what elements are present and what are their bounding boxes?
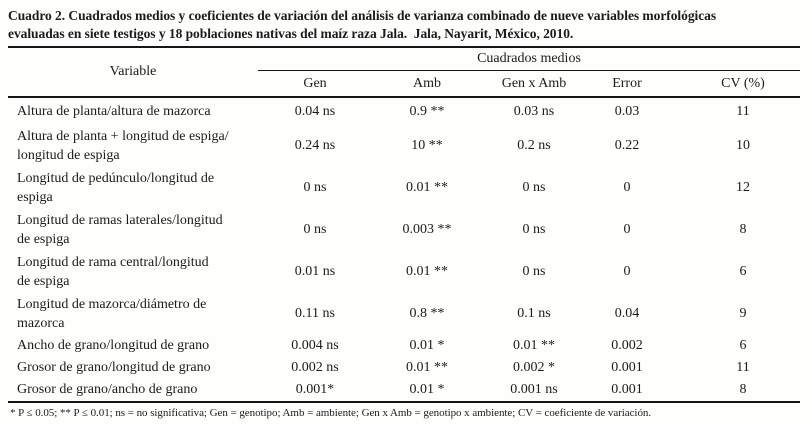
table-header bbox=[8, 48, 800, 98]
table-row bbox=[8, 251, 800, 293]
data-table bbox=[8, 46, 800, 403]
cell-gen: 0.001* bbox=[295, 382, 335, 397]
cell-gen: 0.04 ns bbox=[294, 103, 336, 119]
cell-error: 0 bbox=[623, 222, 631, 237]
cell-gen: 0.24 ns bbox=[294, 138, 336, 153]
header-error: Error bbox=[612, 75, 642, 91]
table-body bbox=[8, 98, 800, 401]
cell-gen: 0.11 ns bbox=[295, 306, 335, 321]
table-row bbox=[8, 357, 800, 379]
cell-cv: 12 bbox=[736, 180, 750, 195]
cell-gen: 0.004 ns bbox=[291, 338, 339, 353]
cell-gen-x-amb: 0.2 ns bbox=[517, 138, 551, 153]
cell-error: 0 bbox=[623, 180, 631, 195]
header-gen: Gen bbox=[303, 75, 327, 91]
cell-amb: 0.01 ** bbox=[406, 264, 448, 279]
cell-gen-x-amb: 0 ns bbox=[522, 222, 546, 237]
cell-error: 0.002 bbox=[611, 338, 643, 353]
cell-gen: 0 ns bbox=[303, 180, 327, 195]
table-footnote: * P ≤ 0.05; ** P ≤ 0.01; ns = no significativa; Gen = genotipo; Amb = ambiente; Gen x Amb = genotipo x ambiente; CV = coeficiente de variación. bbox=[10, 407, 652, 419]
cell-cv: 9 bbox=[739, 306, 747, 321]
cell-error: 0 bbox=[623, 264, 631, 279]
cell-cv: 10 bbox=[736, 138, 750, 153]
cell-cv: 6 bbox=[739, 264, 747, 279]
cell-gen-x-amb: 0 ns bbox=[522, 264, 546, 279]
cell-amb: 0.9 ** bbox=[409, 103, 445, 119]
cell-error: 0.03 bbox=[614, 103, 640, 119]
cell-amb: 0.01 ** bbox=[406, 360, 448, 375]
cell-cv: 6 bbox=[739, 338, 747, 353]
table-row bbox=[8, 209, 800, 251]
cell-error: 0.22 bbox=[614, 138, 640, 153]
table-row bbox=[8, 125, 800, 167]
row-variable: Longitud de rama central/longitud de espiga bbox=[17, 254, 209, 289]
row-variable: Grosor de grano/ancho de grano bbox=[17, 382, 198, 397]
cell-amb: 0.003 ** bbox=[402, 222, 452, 237]
row-variable: Altura de planta/altura de mazorca bbox=[17, 103, 211, 119]
cell-gen-x-amb: 0.01 ** bbox=[513, 338, 555, 353]
header-amb: Amb bbox=[413, 75, 441, 91]
cell-cv: 8 bbox=[739, 382, 747, 397]
cell-amb: 0.01 ** bbox=[406, 180, 448, 195]
header-group-cuadrados-medios bbox=[258, 48, 800, 96]
table-row bbox=[8, 98, 800, 125]
table-row bbox=[8, 167, 800, 209]
cell-error: 0.001 bbox=[611, 360, 643, 375]
row-variable: Grosor de grano/longitud de grano bbox=[17, 360, 211, 375]
cell-gen-x-amb: 0 ns bbox=[522, 180, 546, 195]
cell-error: 0.001 bbox=[611, 382, 643, 397]
row-variable: Longitud de pedúnculo/longitud de espiga bbox=[17, 170, 215, 205]
cell-amb: 10 ** bbox=[411, 138, 443, 153]
table-row bbox=[8, 379, 800, 401]
table-caption bbox=[8, 7, 800, 42]
header-gen-x-amb: Gen x Amb bbox=[501, 75, 567, 91]
cell-gen-x-amb: 0.1 ns bbox=[517, 306, 551, 321]
row-variable: Longitud de ramas laterales/longitud de espiga bbox=[17, 212, 223, 247]
cell-amb: 0.01 * bbox=[409, 382, 445, 397]
caption-line-1: Cuadro 2. Cuadrados medios y coeficientes de variación del análisis de varianza combinado de nueve variables morfológicas bbox=[8, 8, 717, 23]
cell-amb: 0.8 ** bbox=[409, 306, 445, 321]
cell-cv: 11 bbox=[736, 360, 750, 375]
table-row bbox=[8, 293, 800, 335]
cell-cv: 8 bbox=[739, 222, 747, 237]
cell-gen: 0.002 ns bbox=[291, 360, 339, 375]
group-label: Cuadrados medios bbox=[258, 48, 800, 71]
cell-gen-x-amb: 0.03 ns bbox=[513, 103, 555, 119]
cell-gen-x-amb: 0.002 * bbox=[513, 360, 555, 375]
cell-gen: 0 ns bbox=[303, 222, 327, 237]
cell-cv: 11 bbox=[736, 103, 750, 119]
table-row bbox=[8, 335, 800, 357]
cell-amb: 0.01 * bbox=[409, 338, 445, 353]
caption-line-2: evaluadas en siete testigos y 18 poblaciones nativas del maíz raza Jala. Jala, Nayarit, México, 2010. bbox=[8, 25, 574, 41]
cell-gen: 0.01 ns bbox=[294, 264, 336, 279]
header-cv: CV (%) bbox=[721, 75, 765, 91]
row-variable: Ancho de grano/longitud de grano bbox=[17, 338, 210, 353]
cell-gen-x-amb: 0.001 ns bbox=[510, 382, 558, 397]
header-variable: Variable bbox=[109, 64, 157, 79]
row-variable: Longitud de mazorca/diámetro de mazorca bbox=[17, 296, 207, 331]
cell-error: 0.04 bbox=[614, 306, 640, 321]
header-columns bbox=[258, 71, 800, 96]
row-variable: Altura de planta + longitud de espiga/ longitud de espiga bbox=[17, 128, 229, 163]
